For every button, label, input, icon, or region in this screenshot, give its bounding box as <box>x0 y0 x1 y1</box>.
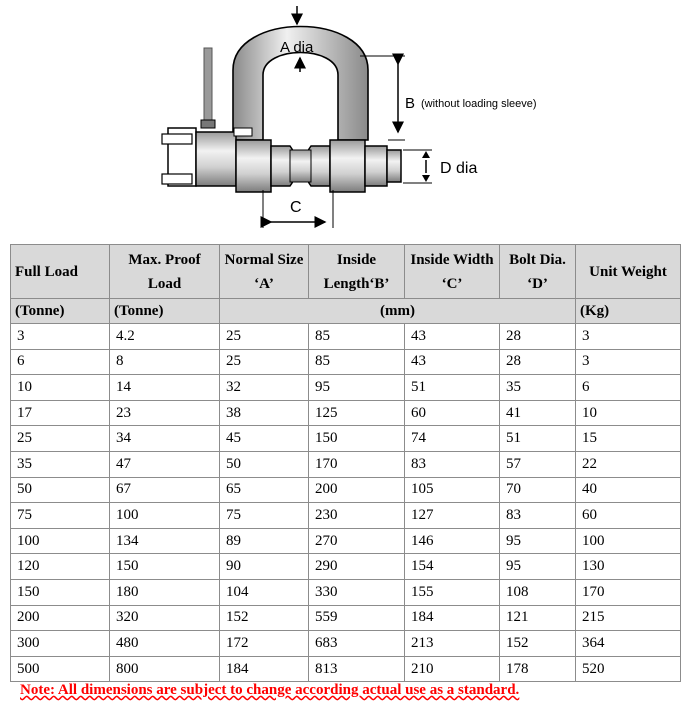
table-cell: 683 <box>309 631 405 657</box>
header-row <box>11 245 681 299</box>
table-row <box>11 554 681 580</box>
table-row <box>11 631 681 657</box>
table-cell: 200 <box>309 477 405 503</box>
table-cell: 34 <box>110 426 220 452</box>
table-cell: 127 <box>405 503 500 529</box>
table-cell: 15 <box>576 426 681 452</box>
table-cell: 41 <box>500 400 576 426</box>
table-cell: 230 <box>309 503 405 529</box>
table-cell: 125 <box>309 400 405 426</box>
table-cell: 105 <box>405 477 500 503</box>
table-cell: 75 <box>220 503 309 529</box>
table-cell: 14 <box>110 375 220 401</box>
table-row <box>11 503 681 529</box>
header-unit-weight: Unit Weight <box>576 245 681 299</box>
table-cell: 290 <box>309 554 405 580</box>
table-cell: 172 <box>220 631 309 657</box>
table-cell: 10 <box>576 400 681 426</box>
table-cell: 43 <box>405 349 500 375</box>
header-full-load: Full Load <box>11 245 110 299</box>
table-cell: 320 <box>110 605 220 631</box>
table-cell: 25 <box>220 324 309 350</box>
table-cell: 100 <box>11 528 110 554</box>
table-cell: 95 <box>309 375 405 401</box>
a-dia-label: A dia <box>280 39 314 56</box>
table-cell: 35 <box>11 451 110 477</box>
table-cell: 47 <box>110 451 220 477</box>
table-cell: 154 <box>405 554 500 580</box>
table-cell: 170 <box>576 579 681 605</box>
table-cell: 152 <box>220 605 309 631</box>
table-cell: 130 <box>576 554 681 580</box>
unit-dimensions: (mm) <box>220 299 576 324</box>
table-cell: 800 <box>110 656 220 682</box>
table-cell: 50 <box>11 477 110 503</box>
d-dia-label: D dia <box>440 160 478 177</box>
c-label: C <box>290 199 302 216</box>
table-row <box>11 400 681 426</box>
table-cell: 95 <box>500 554 576 580</box>
table-cell: 150 <box>309 426 405 452</box>
table-cell: 170 <box>309 451 405 477</box>
table-cell: 8 <box>110 349 220 375</box>
header-inside-length: Inside Length‘B’ <box>309 245 405 299</box>
table-cell: 45 <box>220 426 309 452</box>
table-row <box>11 451 681 477</box>
table-cell: 178 <box>500 656 576 682</box>
table-cell: 146 <box>405 528 500 554</box>
unit-weight: (Kg) <box>576 299 681 324</box>
units-row <box>11 299 681 324</box>
header-bolt-dia: Bolt Dia. ‘D’ <box>500 245 576 299</box>
b-note-label: (without loading sleeve) <box>421 98 537 110</box>
table-row <box>11 605 681 631</box>
table-cell: 85 <box>309 349 405 375</box>
table-cell: 152 <box>500 631 576 657</box>
table-cell: 32 <box>220 375 309 401</box>
table-cell: 520 <box>576 656 681 682</box>
table-cell: 3 <box>576 324 681 350</box>
locking-rod <box>201 48 215 128</box>
table-cell: 559 <box>309 605 405 631</box>
table-cell: 108 <box>500 579 576 605</box>
shackle-diagram <box>0 0 699 240</box>
table-cell: 6 <box>576 375 681 401</box>
table-cell: 215 <box>576 605 681 631</box>
table-cell: 10 <box>11 375 110 401</box>
table-row <box>11 528 681 554</box>
table-cell: 100 <box>576 528 681 554</box>
table-cell: 200 <box>11 605 110 631</box>
table-cell: 28 <box>500 349 576 375</box>
table-cell: 480 <box>110 631 220 657</box>
table-cell: 28 <box>500 324 576 350</box>
header-normal-size: Normal Size ‘A’ <box>220 245 309 299</box>
table-row <box>11 426 681 452</box>
table-cell: 83 <box>405 451 500 477</box>
table-cell: 65 <box>220 477 309 503</box>
table-cell: 155 <box>405 579 500 605</box>
table-cell: 300 <box>11 631 110 657</box>
table-cell: 3 <box>576 349 681 375</box>
table-cell: 4.2 <box>110 324 220 350</box>
table-cell: 213 <box>405 631 500 657</box>
table-cell: 95 <box>500 528 576 554</box>
table-cell: 25 <box>220 349 309 375</box>
table-cell: 270 <box>309 528 405 554</box>
table-cell: 51 <box>405 375 500 401</box>
unit-max-proof-load: (Tonne) <box>110 299 220 324</box>
table-cell: 6 <box>11 349 110 375</box>
table-row <box>11 656 681 682</box>
table-cell: 43 <box>405 324 500 350</box>
dimensions-note: Note: All dimensions are subject to change according actual use as a standard. <box>20 682 520 698</box>
table-cell: 134 <box>110 528 220 554</box>
table-cell: 70 <box>500 477 576 503</box>
table-cell: 210 <box>405 656 500 682</box>
table-cell: 90 <box>220 554 309 580</box>
c-dimension <box>263 190 333 228</box>
table-row <box>11 477 681 503</box>
table-cell: 184 <box>405 605 500 631</box>
table-cell: 83 <box>500 503 576 529</box>
table-row <box>11 579 681 605</box>
table-cell: 35 <box>500 375 576 401</box>
table-cell: 104 <box>220 579 309 605</box>
header-max-proof-load: Max. Proof Load <box>110 245 220 299</box>
table-cell: 25 <box>11 426 110 452</box>
table-cell: 67 <box>110 477 220 503</box>
d-dimension <box>403 150 477 183</box>
table-cell: 40 <box>576 477 681 503</box>
table-cell: 60 <box>576 503 681 529</box>
table-cell: 813 <box>309 656 405 682</box>
table-cell: 22 <box>576 451 681 477</box>
table-cell: 3 <box>11 324 110 350</box>
table-cell: 57 <box>500 451 576 477</box>
table-cell: 121 <box>500 605 576 631</box>
table-cell: 75 <box>11 503 110 529</box>
table-cell: 180 <box>110 579 220 605</box>
table-cell: 330 <box>309 579 405 605</box>
shackle-spec-table <box>10 244 681 682</box>
b-label: B <box>405 95 416 112</box>
table-row <box>11 324 681 350</box>
table-cell: 74 <box>405 426 500 452</box>
table-cell: 50 <box>220 451 309 477</box>
header-inside-width: Inside Width ‘C’ <box>405 245 500 299</box>
table-cell: 120 <box>11 554 110 580</box>
table-cell: 150 <box>110 554 220 580</box>
table-cell: 60 <box>405 400 500 426</box>
table-cell: 100 <box>110 503 220 529</box>
table-cell: 51 <box>500 426 576 452</box>
b-dimension <box>360 56 537 140</box>
unit-full-load: (Tonne) <box>11 299 110 324</box>
table-cell: 85 <box>309 324 405 350</box>
table-row <box>11 349 681 375</box>
table-cell: 364 <box>576 631 681 657</box>
table-cell: 184 <box>220 656 309 682</box>
bolt-sleeve <box>236 140 401 192</box>
table-cell: 89 <box>220 528 309 554</box>
table-cell: 17 <box>11 400 110 426</box>
table-cell: 500 <box>11 656 110 682</box>
table-row <box>11 375 681 401</box>
table-cell: 23 <box>110 400 220 426</box>
a-dimension <box>280 6 314 72</box>
table-cell: 38 <box>220 400 309 426</box>
table-cell: 150 <box>11 579 110 605</box>
